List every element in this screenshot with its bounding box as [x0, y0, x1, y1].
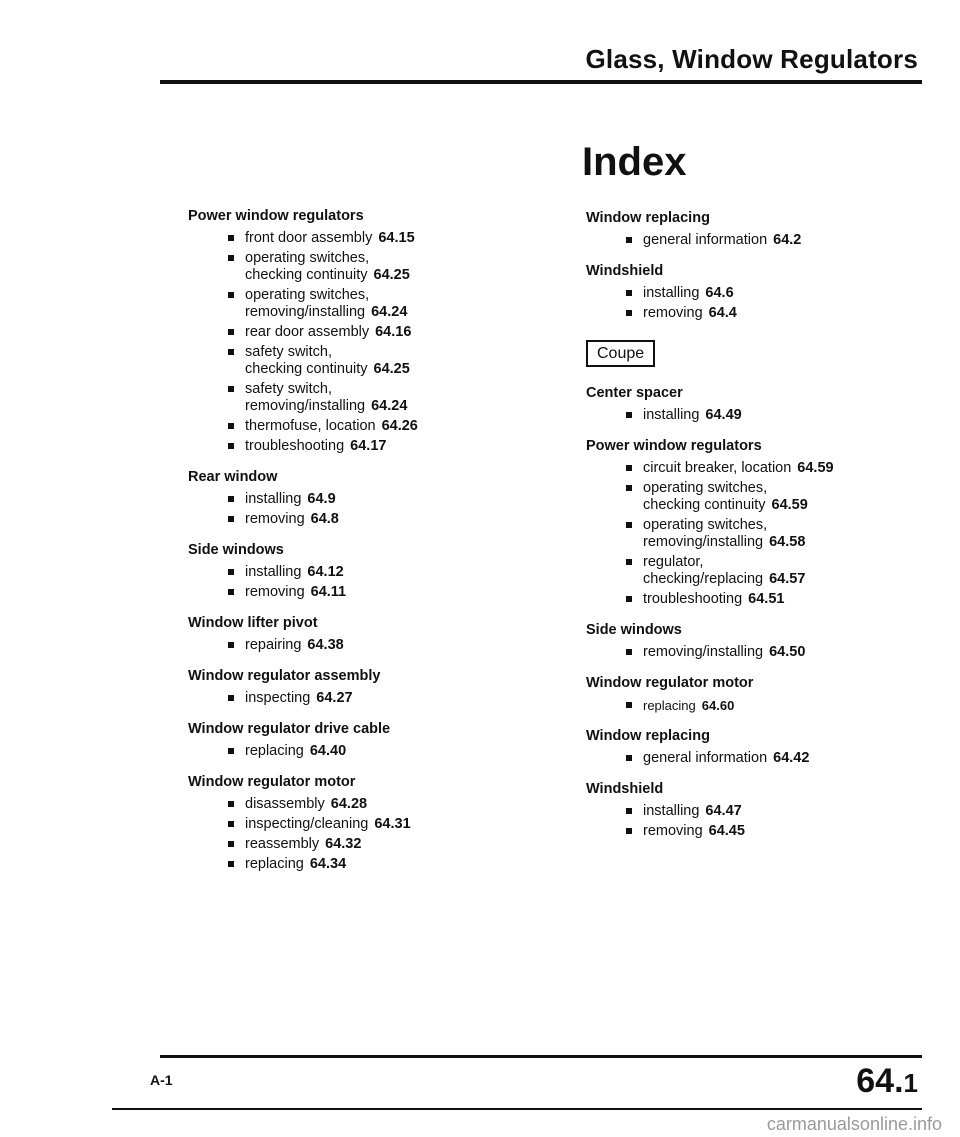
index-entry: [586, 644, 916, 661]
index-entry-label: replacing: [643, 698, 696, 713]
index-entry-page-ref: 64.32: [325, 836, 362, 852]
index-entry-label: regulator, checking/replacing: [643, 554, 764, 587]
index-entry-label: safety switch, checking continuity: [245, 344, 368, 377]
index-entry: [188, 381, 518, 415]
index-entry-text: [643, 591, 916, 608]
index-entry-text: [643, 480, 916, 514]
square-bullet-icon: [626, 485, 632, 491]
index-entry-text: [245, 564, 518, 581]
square-bullet-icon: [228, 386, 234, 392]
index-group-title: Window regulator assembly: [188, 668, 381, 684]
index-group-title: Side windows: [188, 542, 284, 558]
index-entry-text: [643, 305, 916, 322]
index-entry-text: [245, 856, 518, 873]
index-entry-page-ref: 64.6: [705, 285, 734, 301]
index-entry-label: installing: [643, 803, 700, 819]
index-entry: [586, 554, 916, 588]
square-bullet-icon: [228, 255, 234, 261]
footer-rule-upper: [160, 1055, 922, 1058]
index-entry-label: inspecting/cleaning: [245, 816, 369, 832]
index-entry: [188, 344, 518, 378]
index-group: [586, 438, 916, 608]
index-group-title: Center spacer: [586, 385, 683, 401]
page-header-title: Glass, Window Regulators: [585, 44, 918, 74]
index-entry-label: operating switches, removing/installing: [245, 287, 370, 320]
square-bullet-icon: [228, 841, 234, 847]
square-bullet-icon: [626, 808, 632, 814]
index-entry-label: rear door assembly: [245, 324, 370, 340]
index-entry-label: troubleshooting: [245, 438, 345, 454]
index-group-title: Power window regulators: [188, 208, 364, 224]
index-entry-label: front door assembly: [245, 230, 373, 246]
index-title: Index: [582, 140, 687, 184]
index-entry: [586, 232, 916, 249]
right-column-top-groups: [586, 210, 916, 322]
index-entry: [586, 407, 916, 424]
index-entry-page-ref: 64.24: [371, 304, 408, 320]
index-entry-text: [245, 511, 518, 528]
index-entry-page-ref: 64.8: [310, 511, 339, 527]
index-group: [188, 668, 518, 707]
square-bullet-icon: [626, 412, 632, 418]
index-entry-page-ref: 64.9: [307, 491, 336, 507]
square-bullet-icon: [626, 290, 632, 296]
index-entry: [188, 511, 518, 528]
index-group-title: Window regulator drive cable: [188, 721, 391, 737]
index-entry-label: installing: [245, 564, 302, 580]
index-entry-page-ref: 64.25: [373, 361, 410, 377]
footer-rule-lower: [112, 1108, 922, 1110]
index-entry-text: [245, 250, 518, 284]
index-group-title: Windshield: [586, 781, 664, 797]
index-entry-label: operating switches, checking continuity: [245, 250, 370, 283]
index-entry-text: [643, 644, 916, 661]
index-entry: [188, 287, 518, 321]
page-code: A-1: [150, 1072, 173, 1088]
index-entry: [586, 460, 916, 477]
index-entry-page-ref: 64.57: [769, 571, 806, 587]
index-entry-text: [245, 690, 518, 707]
index-entry-text: [245, 816, 518, 833]
index-entry: [188, 637, 518, 654]
index-entry-text: [245, 324, 518, 341]
square-bullet-icon: [626, 702, 632, 708]
left-index-column: [188, 208, 518, 887]
index-entry-text: [245, 796, 518, 813]
index-entry-page-ref: 64.45: [708, 823, 745, 839]
index-entry: [188, 584, 518, 601]
index-group-title: Windshield: [586, 263, 664, 279]
index-entry-page-ref: 64.28: [330, 796, 368, 812]
index-group-title: Side windows: [586, 622, 682, 638]
index-entry-page-ref: 64.49: [705, 407, 742, 423]
index-entry-text: [643, 697, 916, 714]
square-bullet-icon: [228, 695, 234, 701]
index-entry-page-ref: 64.27: [316, 690, 353, 706]
index-entry-page-ref: 64.4: [708, 305, 737, 321]
coupe-label-box: Coupe: [586, 340, 655, 367]
index-entry-page-ref: 64.2: [773, 232, 802, 248]
index-entry-text: [643, 460, 916, 477]
index-entry: [188, 796, 518, 813]
index-entry-label: circuit breaker, location: [643, 460, 792, 476]
square-bullet-icon: [626, 755, 632, 761]
index-entry-label: installing: [643, 285, 700, 301]
index-entry-label: inspecting: [245, 690, 311, 706]
index-entry-text: [643, 407, 916, 424]
index-entry-text: [643, 823, 916, 840]
index-entry: [188, 690, 518, 707]
index-entry-label: general information: [643, 750, 768, 766]
square-bullet-icon: [228, 292, 234, 298]
index-entry: [586, 823, 916, 840]
index-entry-page-ref: 64.60: [701, 698, 735, 713]
index-entry-page-ref: 64.40: [309, 743, 347, 759]
square-bullet-icon: [228, 642, 234, 648]
index-entry-text: [245, 418, 518, 435]
index-group: [586, 385, 916, 424]
index-entry: [188, 230, 518, 247]
index-entry-label: replacing: [245, 743, 304, 759]
page-number-sub: 1: [903, 1068, 918, 1098]
index-entry-label: safety switch, removing/installing: [245, 381, 366, 414]
index-group: [586, 622, 916, 661]
index-entry-text: [245, 344, 518, 378]
index-entry: [586, 285, 916, 302]
index-entry-label: operating switches, checking continuity: [643, 480, 768, 513]
index-entry-label: installing: [245, 491, 302, 507]
square-bullet-icon: [228, 801, 234, 807]
index-entry-page-ref: 64.51: [748, 591, 785, 607]
index-entry-text: [643, 803, 916, 820]
index-entry: [586, 305, 916, 322]
index-entry-page-ref: 64.15: [378, 230, 415, 246]
index-entry-text: [643, 554, 916, 588]
index-entry-text: [245, 438, 518, 455]
index-entry: [586, 750, 916, 767]
index-entry-label: disassembly: [245, 796, 325, 812]
square-bullet-icon: [228, 861, 234, 867]
index-group: [188, 542, 518, 601]
index-entry: [586, 803, 916, 820]
index-entry-page-ref: 64.34: [309, 856, 347, 872]
index-entry-label: replacing: [245, 856, 304, 872]
index-entry-text: [643, 517, 916, 551]
index-entry-text: [245, 637, 518, 654]
index-entry-page-ref: 64.59: [771, 497, 808, 513]
square-bullet-icon: [228, 821, 234, 827]
square-bullet-icon: [228, 349, 234, 355]
index-entry: [188, 491, 518, 508]
index-entry-page-ref: 64.58: [769, 534, 806, 550]
index-entry: [188, 564, 518, 581]
index-group: [586, 210, 916, 249]
index-group: [188, 615, 518, 654]
index-group-title: Window lifter pivot: [188, 615, 318, 631]
index-entry-page-ref: 64.47: [705, 803, 742, 819]
square-bullet-icon: [626, 596, 632, 602]
index-entry-text: [245, 230, 518, 247]
index-entry-label: removing/installing: [643, 644, 764, 660]
index-entry: [586, 591, 916, 608]
square-bullet-icon: [228, 496, 234, 502]
square-bullet-icon: [228, 235, 234, 241]
square-bullet-icon: [228, 423, 234, 429]
index-entry-text: [643, 750, 916, 767]
index-entry: [188, 816, 518, 833]
index-entry-text: [245, 287, 518, 321]
index-entry-label: thermofuse, location: [245, 418, 376, 434]
index-group: [188, 208, 518, 455]
index-group-title: Window regulator motor: [188, 774, 356, 790]
index-group: [188, 721, 518, 760]
index-group: [188, 774, 518, 873]
square-bullet-icon: [626, 828, 632, 834]
square-bullet-icon: [626, 465, 632, 471]
index-entry-text: [643, 285, 916, 302]
index-group: [586, 675, 916, 714]
index-entry-text: [245, 743, 518, 760]
index-entry: [188, 418, 518, 435]
index-group-title: Rear window: [188, 469, 278, 485]
square-bullet-icon: [626, 310, 632, 316]
index-entry-label: removing: [245, 584, 305, 600]
index-group-title: Window replacing: [586, 728, 710, 744]
index-entry: [586, 480, 916, 514]
square-bullet-icon: [228, 569, 234, 575]
index-entry-label: operating switches, removing/installing: [643, 517, 768, 550]
square-bullet-icon: [626, 649, 632, 655]
index-entry-label: reassembly: [245, 836, 320, 852]
index-entry: [188, 250, 518, 284]
index-entry-label: removing: [245, 511, 305, 527]
index-entry-text: [245, 584, 518, 601]
square-bullet-icon: [228, 443, 234, 449]
index-entry: [188, 324, 518, 341]
index-entry-label: installing: [643, 407, 700, 423]
index-entry: [188, 856, 518, 873]
index-entry-label: troubleshooting: [643, 591, 743, 607]
page-number: [856, 1062, 918, 1101]
index-group-title: Power window regulators: [586, 438, 762, 454]
index-entry: [188, 836, 518, 853]
index-entry-page-ref: 64.59: [797, 460, 834, 476]
header-rule: [160, 80, 922, 84]
index-entry-label: general information: [643, 232, 768, 248]
index-group-title: Window regulator motor: [586, 675, 754, 691]
watermark-text: carmanualsonline.info: [766, 1114, 942, 1134]
index-entry: [188, 743, 518, 760]
square-bullet-icon: [228, 748, 234, 754]
index-entry-text: [245, 381, 518, 415]
right-index-column: [586, 210, 916, 854]
index-group: [586, 781, 916, 840]
index-entry-text: [245, 836, 518, 853]
index-entry: [586, 517, 916, 551]
index-group: [586, 728, 916, 767]
index-group: [586, 263, 916, 322]
index-entry-page-ref: 64.16: [375, 324, 412, 340]
index-entry-page-ref: 64.42: [773, 750, 810, 766]
index-entry-page-ref: 64.12: [307, 564, 344, 580]
square-bullet-icon: [626, 522, 632, 528]
index-entry-label: removing: [643, 823, 703, 839]
index-entry-page-ref: 64.26: [381, 418, 418, 434]
index-entry-page-ref: 64.24: [371, 398, 408, 414]
index-entry-label: repairing: [245, 637, 302, 653]
index-entry: [586, 697, 916, 714]
index-group: [188, 469, 518, 528]
index-group-title: Window replacing: [586, 210, 710, 226]
index-entry-text: [245, 491, 518, 508]
square-bullet-icon: [626, 559, 632, 565]
index-entry-text: [643, 232, 916, 249]
index-entry-page-ref: 64.25: [373, 267, 410, 283]
index-entry-page-ref: 64.17: [350, 438, 387, 454]
square-bullet-icon: [626, 237, 632, 243]
page-number-main: 64.: [856, 1062, 904, 1100]
index-entry-page-ref: 64.11: [310, 584, 347, 600]
square-bullet-icon: [228, 329, 234, 335]
right-column-bottom-groups: [586, 385, 916, 840]
index-entry-page-ref: 64.50: [769, 644, 806, 660]
square-bullet-icon: [228, 589, 234, 595]
index-entry-page-ref: 64.38: [307, 637, 344, 653]
index-entry-label: removing: [643, 305, 703, 321]
square-bullet-icon: [228, 516, 234, 522]
index-entry-page-ref: 64.31: [374, 816, 411, 832]
index-entry: [188, 438, 518, 455]
